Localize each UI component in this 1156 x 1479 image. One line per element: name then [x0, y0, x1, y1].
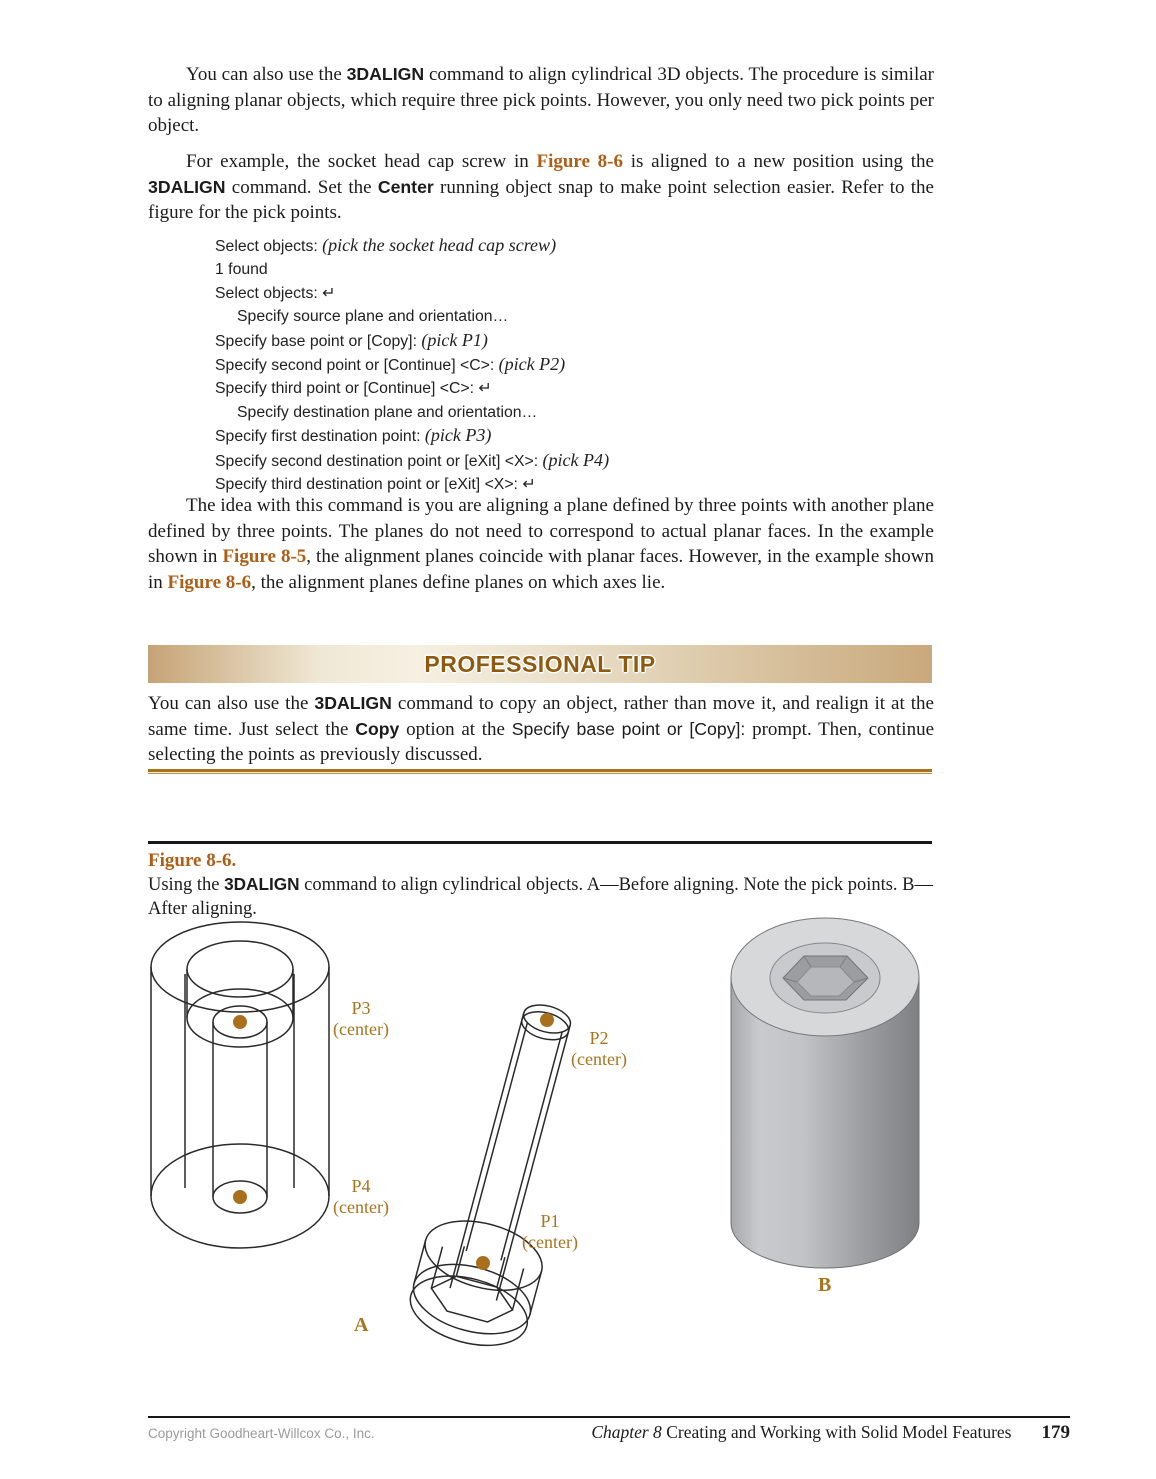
paragraph-intro — [148, 62, 934, 139]
text-segment: running object snap to make point selection easier. Refer to the figure for the pick points. — [148, 176, 934, 223]
text-segment: Figure 8-5 — [222, 546, 307, 567]
annotation-p2-sub: (center) — [571, 1049, 627, 1069]
text-segment: You can also use the — [186, 64, 347, 85]
text-segment: The idea with this command is you are aligning a plane defined by three points with another plane defined by three points. The planes do not need to correspond to actual planar faces. In the example shown in — [148, 495, 934, 567]
command-line — [215, 449, 609, 473]
annotation-p3 — [311, 998, 411, 1040]
command-line — [215, 377, 609, 400]
annotation-p4-id: P4 — [351, 1176, 371, 1196]
text-segment: Specify second point or [Continue] <C>: — [215, 357, 499, 375]
footer-chapter-title: Creating and Working with Solid Model Features — [666, 1422, 1012, 1442]
text-segment: 3DALIGN — [148, 176, 226, 197]
footer — [148, 1422, 1070, 1444]
part-label-b: B — [818, 1274, 832, 1296]
figure-label: Figure 8-6. — [148, 850, 237, 871]
text-segment: Using the — [148, 875, 225, 895]
professional-tip-banner — [148, 645, 932, 683]
professional-tip-text — [148, 691, 934, 768]
text-segment: (pick P3) — [424, 425, 492, 446]
text-segment: Copy — [355, 718, 400, 739]
command-line — [215, 329, 609, 353]
annotation-p4 — [311, 1176, 411, 1218]
annotation-p4-sub: (center) — [333, 1197, 389, 1217]
text-segment: Specify base point or [Copy]: — [215, 332, 422, 350]
tip-bottom-rule — [148, 769, 932, 774]
annotation-p3-id: P3 — [351, 998, 371, 1018]
command-line — [215, 353, 609, 377]
annotation-p1-id: P1 — [540, 1211, 560, 1231]
figure-artwork — [148, 916, 948, 1366]
text-segment: Center — [377, 176, 434, 197]
text-segment: command to copy an object, rather than move it, and realign it at the same time. Just select the — [148, 693, 934, 740]
text-segment: command. Set the — [225, 176, 378, 198]
text-segment: Specify second destination point or [eXit] <X>: — [215, 452, 543, 470]
text-segment: option at the — [399, 718, 512, 740]
footer-chapter-number: Chapter 8 — [591, 1422, 662, 1442]
text-segment: , the alignment planes define planes on which axes lie. — [251, 571, 666, 593]
command-listing — [215, 234, 609, 496]
pick-point-dot-p3 — [233, 1015, 247, 1029]
paragraph-idea — [148, 493, 934, 595]
text-segment: (pick P1) — [421, 329, 488, 350]
text-segment: , the alignment planes coincide with planar faces. However, in the example shown in — [148, 546, 934, 593]
figure-caption — [148, 872, 934, 921]
annotation-p1 — [500, 1211, 600, 1253]
text-segment: 3DALIGN — [346, 64, 425, 84]
text-segment: Specify destination plane and orientation… — [237, 403, 538, 421]
command-line — [215, 401, 609, 424]
footer-rule — [148, 1416, 1070, 1418]
figure-drawing — [148, 916, 948, 1366]
text-segment: Specify source plane and orientation… — [237, 308, 509, 326]
text-segment: prompt. Then, continue selecting the points as previously discussed. — [148, 718, 935, 765]
command-line — [215, 234, 609, 258]
annotation-p2-id: P2 — [589, 1028, 609, 1048]
figure-top-rule — [148, 841, 932, 844]
annotation-p2 — [549, 1028, 649, 1070]
text-segment: 1 found — [215, 261, 268, 279]
command-line — [215, 305, 609, 328]
annotation-p3-sub: (center) — [333, 1019, 389, 1039]
text-segment: Specify base point or [Copy]: — [511, 718, 746, 739]
text-segment: You can also use the — [148, 693, 315, 714]
text-segment: Figure 8-6 — [536, 151, 624, 172]
text-segment: Figure 8-6 — [167, 571, 252, 593]
command-line — [215, 258, 609, 281]
part-label-a: A — [354, 1314, 369, 1336]
text-segment: For example, the socket head cap screw in — [186, 151, 537, 172]
text-segment: is aligned to a new position using the — [623, 151, 934, 172]
command-line — [215, 282, 609, 305]
pick-point-dot-p4 — [233, 1190, 247, 1204]
annotation-p1-sub: (center) — [522, 1232, 578, 1252]
text-segment: Specify third point or [Continue] <C>: ↵ — [215, 380, 492, 398]
text-segment: 3DALIGN — [314, 693, 392, 713]
text-segment: Specify third destination point or [eXit] <X>: ↵ — [215, 476, 536, 494]
footer-copyright: Copyright Goodheart-Willcox Co., Inc. — [148, 1426, 375, 1441]
footer-chapter — [591, 1422, 1011, 1443]
text-segment: Specify first destination point: — [215, 428, 425, 446]
text-segment: (pick P2) — [498, 354, 566, 375]
command-line — [215, 424, 609, 448]
text-segment: command to align cylindrical objects. A—Before aligning. Note the pick points. B—After aligning. — [148, 875, 934, 919]
pick-point-dot-p2 — [540, 1013, 554, 1027]
footer-page-number: 179 — [1041, 1422, 1070, 1443]
text-segment: (pick the socket head cap screw) — [322, 235, 557, 255]
text-segment: (pick P4) — [542, 449, 610, 470]
professional-tip-title: PROFESSIONAL TIP — [424, 651, 656, 677]
text-segment: Select objects: ↵ — [215, 284, 336, 302]
text-segment: Select objects: — [215, 238, 323, 255]
pick-point-dot-p1 — [476, 1256, 490, 1270]
paragraph-example — [148, 149, 934, 226]
text-segment: command to align cylindrical 3D objects. The procedure is similar to aligning planar objects, which require three pick points. However, you only need two pick points per object. — [148, 64, 934, 136]
text-segment: 3DALIGN — [224, 874, 300, 894]
shaded-cylinder — [731, 918, 919, 1268]
